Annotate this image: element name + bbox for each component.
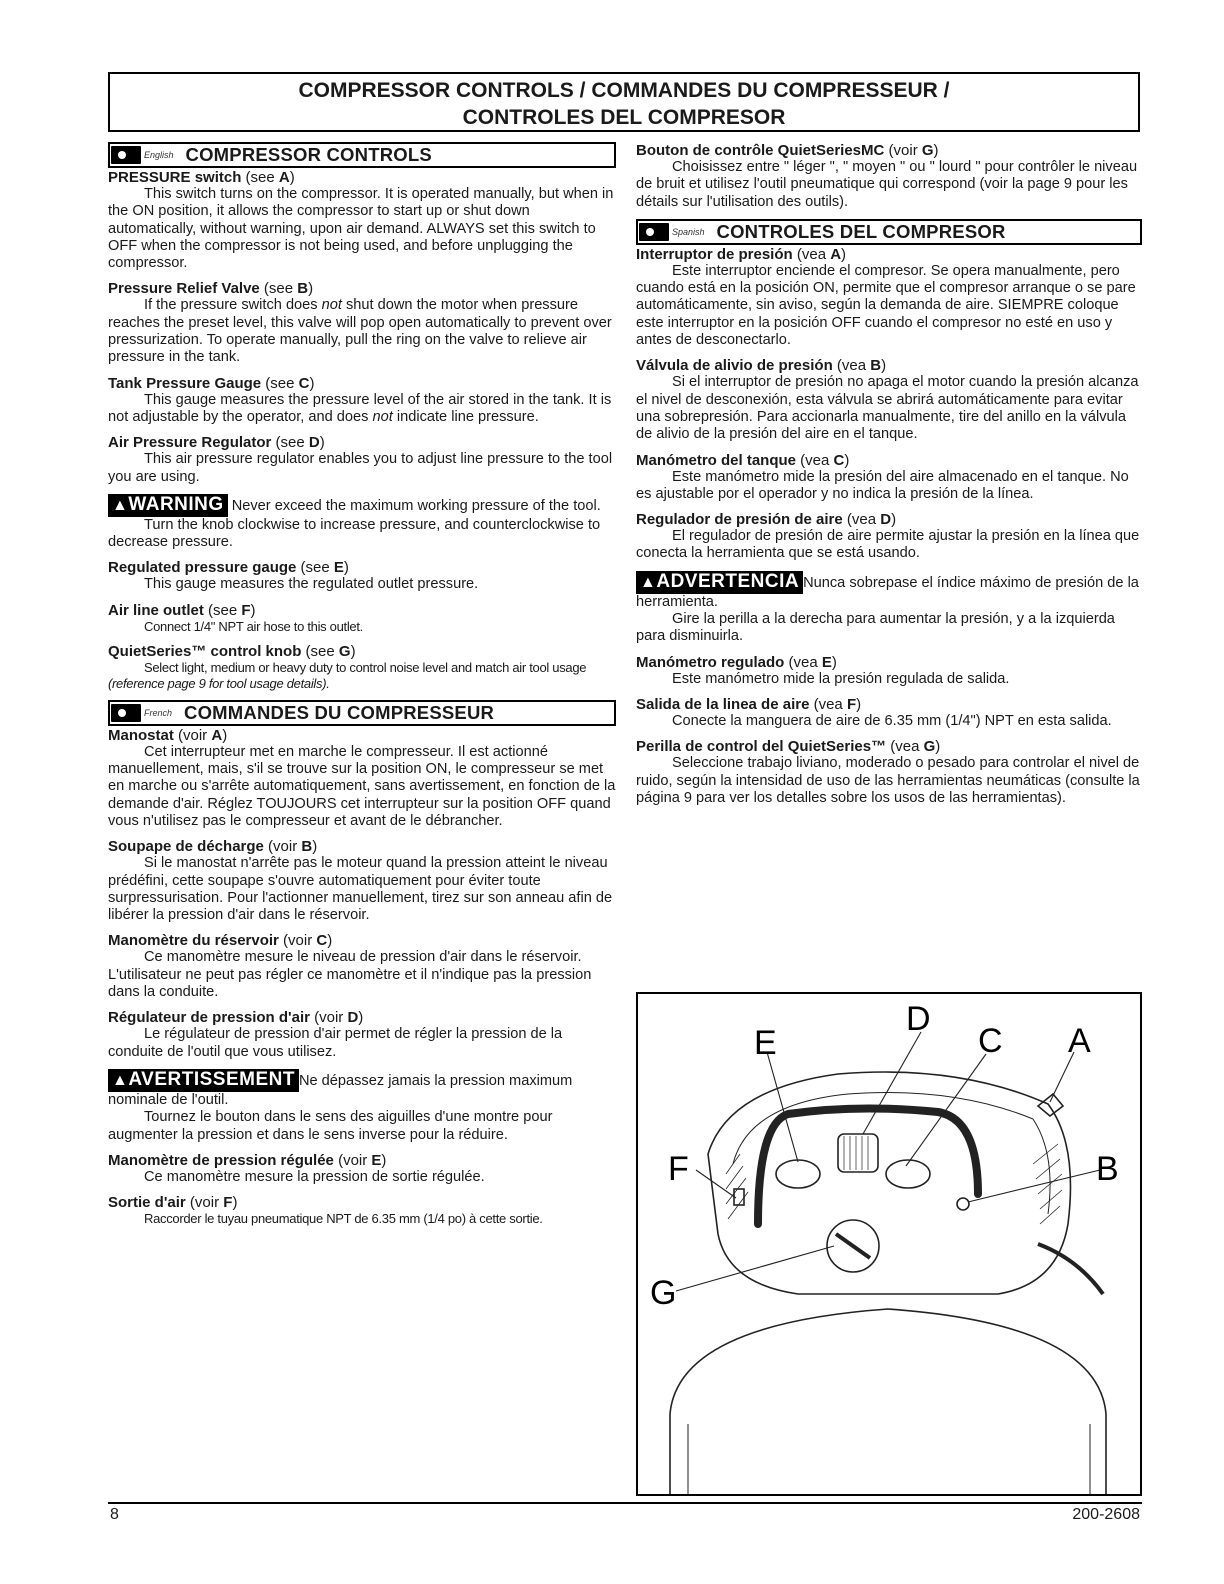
spanish-warning: ▲ADVERTENCIA Nunca sobrepase el índice máximo de presión de la herramienta. Gire la perilla a la derecha para aumentar la presión, y a la izquierda para disminuirla. xyxy=(636,570,1139,645)
page-number: 8 xyxy=(110,1506,119,1523)
item-body: Este manómetro mide la presión regulada de salida. xyxy=(672,670,1010,687)
label-e: E xyxy=(754,1024,777,1062)
french-item-quiet-knob: Bouton de contrôle QuietSeriesMC (voir G) Choisissez entre " léger ", " moyen " ou " lourd " pour contrôler le niveau de bruit et utilisez l'outil pneumatique qui correspond (voir la page 9 pour les détails sur l'utilisation des outils). xyxy=(636,142,1142,211)
spanish-item-interruptor: Interruptor de presión (vea A) Este interruptor enciende el compresor. Se opera manualmente, pero cuando está en la posición ON, permite que el compresor arranque o se pare automáticamente, sin aviso, según la demanda de aire. SIEMPRE coloque este interruptor en la posición OFF cuando el compresor no esté en uso y antes de desconectarlo. xyxy=(636,246,1142,349)
english-flag-icon: English xyxy=(111,144,174,166)
item-body: Si le manostat n'arrête pas le moteur quand la pression atteint le niveau prédéfini, cette soupape s'ouvre automatiquement pour éviter toute surpressurisation. Pour l'actionner manuellement, tirez sur son anneau afin de libérer la pression d'air dans le réservoir. xyxy=(108,855,613,924)
french-item-manostat: Manostat (voir A) Cet interrupteur met en marche le compresseur. Il est actionné manuellement, mais, s'il se trouve sur la position ON, le compresseur se met en marche ou s'arrête automatiquement, sans avertissement, en fonction de la demande d'air. Réglez TOUJOURS cet interrupteur sur la position OFF quand vous n'utilisez pas le compresseur et avant de le débrancher. xyxy=(108,726,616,829)
english-warning: ▲WARNING Never exceed the maximum working pressure of the tool. Turn the knob clockwise to increase pressure, and counterclockwise to decrease pressure. xyxy=(108,493,601,551)
french-item-regulateur: Régulateur de pression d'air (voir D) Le régulateur de pression d'air permet de régler la pression de la conduite de l'outil que vous utilisez. xyxy=(108,1009,616,1061)
french-item-manometre-reservoir: Manomètre du réservoir (voir C) Ce manomètre mesure le niveau de pression d'air dans le réservoir. L'utilisateur ne peut pas régler ce manomètre et il n'indique pas la pression dans la conduite. xyxy=(108,932,616,1001)
compressor-illustration xyxy=(636,992,1142,1496)
item-body: Si el interruptor de presión no apaga el motor cuando la presión alcanza el nivel de desconexión, esta válvula se abrirá automáticamente para evitar una sobrepresión. Para accionarla manualmente, tire del anillo en la válvula de alivio de la presión del aire en el tanque. xyxy=(636,374,1139,443)
english-item-relief-valve: Pressure Relief Valve (see B) If the pressure switch does not shut down the motor when pressure reaches the preset level, this valve will pop open automatically to prevent over pressurization. To operate manually, pull the ring on the valve to relieve air pressure in the tank. xyxy=(108,280,616,366)
item-body: Choisissez entre " léger ", " moyen " ou " lourd " pour contrôler le niveau de bruit et utilisez l'outil pneumatique qui correspond (voir la page 9 pour les détails sur l'utilisation des outils). xyxy=(636,159,1138,210)
left-column xyxy=(108,142,616,1235)
spanish-item-manometro-tanque: Manómetro del tanque (vea C) Este manómetro mide la presión del aire almacenado en el tanque. No es ajustable por el operador y no indica la presión de la línea. xyxy=(636,452,1142,504)
english-item-regulator: Air Pressure Regulator (see D) This air pressure regulator enables you to adjust line pressure to the tool you are using. xyxy=(108,434,616,486)
footer-rule xyxy=(108,1502,1142,1504)
item-body: El regulador de presión de aire permite ajustar la presión en la línea que conecta la herramienta que se está usando. xyxy=(636,528,1140,562)
spanish-item-valvula: Válvula de alivio de presión (vea B) Si el interruptor de presión no apaga el motor cuando la presión alcanza el nivel de desconexión, esta válvula se abrirá automáticamente para evitar una sobrepresión. Para accionarla manualmente, tire del anillo en la válvula de alivio de la presión del aire en el tanque. xyxy=(636,357,1142,443)
warning-badge: ▲AVERTISSEMENT xyxy=(108,1069,299,1092)
item-body: Seleccione trabajo liviano, moderado o pesado para controlar el nivel de ruido, según la intensidad de uso de las herramientas neumáticas (consulte la página 9 para ver los detalles sobre los usos de las herramientas). xyxy=(636,755,1140,806)
item-body: Ce manomètre mesure la pression de sortie régulée. xyxy=(144,1168,485,1185)
english-item-quiet-knob: QuietSeries™ control knob (see G) Select light, medium or heavy duty to control noise level and match air tool usage (reference page 9 for tool usage details). xyxy=(108,643,616,692)
warning-badge: ▲WARNING xyxy=(108,494,228,517)
item-body: Este manómetro mide la presión del aire almacenado en el tanque. No es ajustable por el operador y no indica la presión de la línea. xyxy=(636,468,1129,502)
item-body: Este interruptor enciende el compresor. Se opera manualmente, pero cuando está en la posición ON, permite que el compresor arranque o se pare automáticamente, sin aviso, según la demanda de aire. SIEMPRE coloque este interruptor en la posición OFF cuando el compresor no esté en uso y antes de desconectarlo. xyxy=(636,262,1136,349)
spanish-item-perilla: Perilla de control del QuietSeries™ (vea G) Seleccione trabajo liviano, moderado o pesado para controlar el nivel de ruido, según la intensidad de uso de las herramientas neumáticas (consulte la página 9 para ver los detalles sobre los usos de las herramientas). xyxy=(636,738,1142,807)
item-body: Le régulateur de pression d'air permet de régler la pression de la conduite de l'outil que vous utilisez. xyxy=(108,1026,563,1060)
french-flag-icon: French xyxy=(111,702,172,724)
item-body: Ce manomètre mesure le niveau de pression d'air dans le réservoir. L'utilisateur ne peut pas régler ce manomètre et il n'indique pas la pression dans la conduite. xyxy=(108,949,592,1001)
spanish-flag-icon: Spanish xyxy=(639,221,705,243)
item-body: Connect 1/4" NPT air hose to this outlet. xyxy=(144,618,363,634)
french-item-soupape: Soupape de décharge (voir B) Si le manostat n'arrête pas le moteur quand la pression atteint le niveau prédéfini, cette soupape s'ouvre automatiquement pour éviter toute surpressurisation. Pour l'actionner manuellement, tirez sur son anneau afin de libérer la pression d'air dans le réservoir. xyxy=(108,838,616,924)
item-body: Conecte la manguera de aire de 6.35 mm (1/4") NPT en esta salida. xyxy=(672,712,1112,729)
french-item-manometre-regulee: Manomètre de pression régulée (voir E) Ce manomètre mesure la pression de sortie régulée. xyxy=(108,1152,616,1186)
warning-badge: ▲ADVERTENCIA xyxy=(636,571,803,594)
label-b: B xyxy=(1096,1150,1119,1188)
spanish-item-manometro-regulado: Manómetro regulado (vea E) Este manómetro mide la presión regulada de salida. xyxy=(636,654,1142,688)
label-a: A xyxy=(1068,1022,1091,1060)
english-item-pressure-switch: PRESSURE switch (see A) This switch turns on the compressor. It is operated manually, but when in the ON position, it allows the compressor to start up or shut down automatically, without warning, upon air demand. ALWAYS set this switch to OFF when the compressor is not being used, and before unplugging the compressor. xyxy=(108,169,616,272)
label-d: D xyxy=(906,1000,931,1038)
english-section-title: COMPRESSOR CONTROLS xyxy=(185,144,432,165)
item-body: Raccorder le tuyau pneumatique NPT de 6.35 mm (1/4 po) à cette sortie. xyxy=(144,1211,543,1227)
spanish-item-salida: Salida de la linea de aire (vea F) Conecte la manguera de aire de 6.35 mm (1/4") NPT en esta salida. xyxy=(636,696,1142,730)
page-title-line1: COMPRESSOR CONTROLS / COMMANDES DU COMPRESSEUR / xyxy=(298,79,950,102)
item-body: This switch turns on the compressor. It is operated manually, but when in the ON position, it allows the compressor to start up or shut down automatically, without warning, upon air demand. ALWAYS set this switch to OFF when the compressor is not being used, and before unplugging the compressor. xyxy=(108,186,614,272)
compressor-drawing xyxy=(638,994,1140,1494)
english-section-header xyxy=(108,142,616,168)
document-number: 200-2608 xyxy=(1072,1506,1140,1523)
french-item-sortie-air: Sortie d'air (voir F) Raccorder le tuyau pneumatique NPT de 6.35 mm (1/4 po) à cette sortie. xyxy=(108,1194,616,1227)
spanish-item-regulador: Regulador de presión de aire (vea D) El regulador de presión de aire permite ajustar la presión en la línea que conecta la herramienta que se está usando. xyxy=(636,511,1142,563)
french-warning: ▲AVERTISSEMENT Ne dépassez jamais la pression maximum nominale de l'outil. Tournez le bouton dans le sens des aiguilles d'une montre pour augmenter la pression et dans le sens inverse pour la réduire. xyxy=(108,1068,573,1143)
spanish-section-title: CONTROLES DEL COMPRESOR xyxy=(716,220,1006,242)
english-item-regulated-gauge: Regulated pressure gauge (see E) This gauge measures the regulated outlet pressure. xyxy=(108,559,616,593)
french-section-title: COMMANDES DU COMPRESSEUR xyxy=(184,701,495,723)
item-body: If the pressure switch does not shut down the motor when pressure reaches the preset level, this valve will pop open automatically to prevent over pressurization. To operate manually, pull the ring on the valve to relieve air pressure in the tank. xyxy=(108,297,612,366)
english-item-air-outlet: Air line outlet (see F) Connect 1/4" NPT air hose to this outlet. xyxy=(108,602,616,635)
label-c: C xyxy=(978,1022,1003,1060)
item-body: This air pressure regulator enables you to adjust line pressure to the tool you are using. xyxy=(108,451,613,485)
spanish-section-header xyxy=(636,219,1142,245)
english-item-tank-gauge: Tank Pressure Gauge (see C) This gauge measures the pressure level of the air stored in the tank. It is not adjustable by the operator, and does not indicate line pressure. xyxy=(108,375,616,427)
label-f: F xyxy=(668,1150,689,1188)
right-column xyxy=(636,142,1142,815)
item-body: This gauge measures the regulated outlet pressure. xyxy=(144,576,479,593)
label-g: G xyxy=(650,1274,677,1312)
item-body: This gauge measures the pressure level of the air stored in the tank. It is not adjustable by the operator, and does not indicate line pressure. xyxy=(108,391,612,425)
page-title-box xyxy=(108,72,1140,132)
page-title-line2: CONTROLES DEL COMPRESOR xyxy=(462,106,786,129)
item-body: Cet interrupteur met en marche le compresseur. Il est actionné manuellement, mais, s'il se trouve sur la position ON, le compresseur se met en marche ou s'arrête automatiquement, sans avertissement, en fonction de la demande d'air. Réglez TOUJOURS cet interrupteur sur la position OFF quand vous n'utilisez pas le compresseur et avant de le débrancher. xyxy=(108,743,616,829)
french-section-header xyxy=(108,700,616,726)
item-body: Select light, medium or heavy duty to control noise level and match air tool usage (reference page 9 for tool usage details). xyxy=(108,659,587,691)
